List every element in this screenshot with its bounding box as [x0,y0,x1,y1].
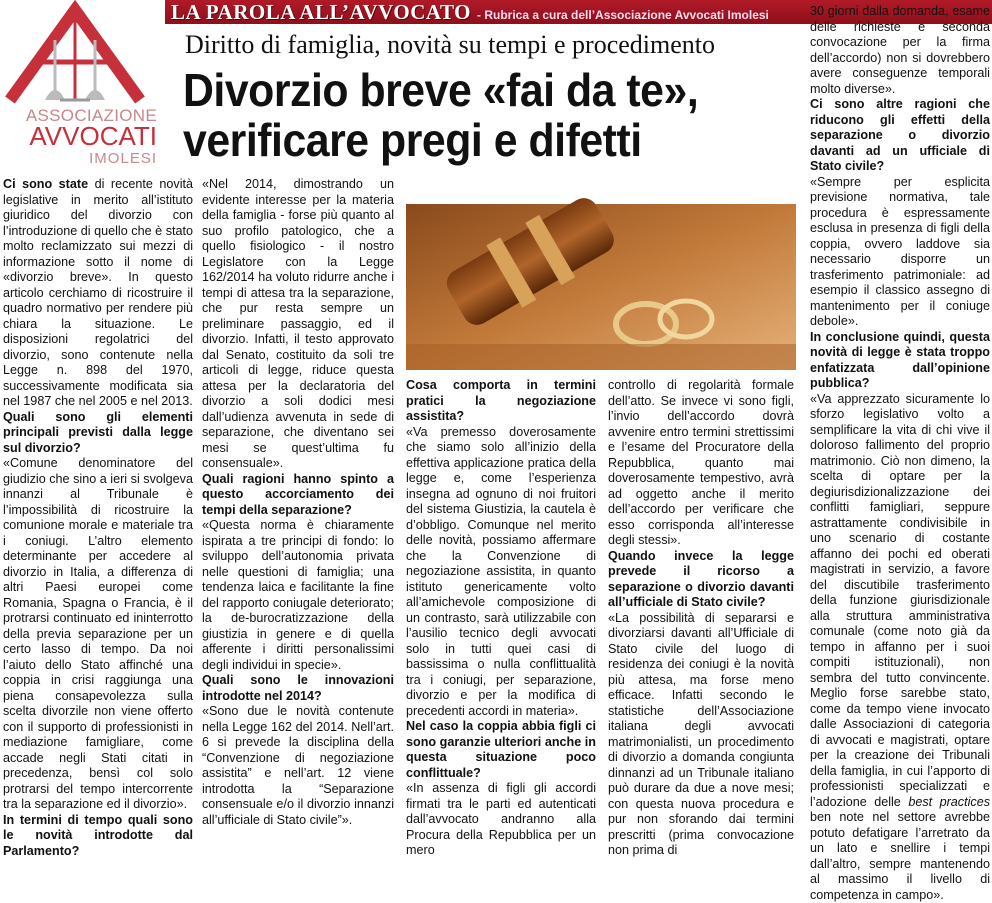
answer-7-start: «La possibilità di separarsi e divorziarsi davanti all’Ufficiale di Stato civile del luogo di residenza dei coniugi è la novità più attesa, ma forse meno efficace. Infatti secondo le statistiche dell’Associazione italiana degli avvocati matrimonialisti, un procedimento di divorzio a domanda congiunta dinnanzi ad un Tribunale italiano può durare da due a nove mesi; con questa nuova procedura e pur non sforando dai termini prescritti (prima convocazione non prima di [608,611,794,859]
question-9: In conclusione quindi, questa novità di legge è stata troppo enfatizzata dall’opinione pubblica? [810,330,990,392]
question-1: Quali sono gli elementi principali previsti dalla legge sul divorzio? [3,410,193,457]
article-kicker: Diritto di famiglia, novità su tempi e procedimento [185,30,805,60]
answer-4: «Sono due le novità contenute nella Legge 162 del 2014. Nell’art. 6 si prevede la disciplina della “Convenzione di negoziazione assistita” e nell’art. 12 viene introdotta la “Separazione consensuale e/o il divorzio innanzi all’ufficiale di Stato civile”». [202,704,394,828]
banner-title: LA PAROLA ALL’AVVOCATO [165,0,471,24]
gavel-and-rings-image [406,204,796,370]
col1-text-1: di recente novità legislative in merito all’istituto giuridico del divorzio con l’introduzione di quello che è stato molto reclamizzato sui mezzi di informazione sotto il nome di «divorzio breve». In questo articolo cerchiamo di ricostruire il quadro normativo per rendere più chiara la situazione. Le disposizioni regolatrici del divorzio, sono contenute nella Legge n. 898 del 1970, successivamente modificata sia nel 1987 che nel 2005 e nel 2013. [3,177,193,408]
answer-2: «Nel 2014, dimostrando un evidente interesse per la materia della famiglia - forse più quanto al suo profilo patologico, che a quello fisiologico - il nostro Legislatore con la Legge 162/2014 ha voluto ridurre anche i tempi di attesa tra la separazione, che pur resta sempre un preliminare passaggio, ed il divorzio. Infatti, il testo approvato dal Senato, costituito da soli tre articoli di legge, riduce questa attesa per la declaratoria del divorzio a soli dodici mesi dall’udienza avvenuta in sede di separazione, che diventano sei mesi se quest’ultima fu consensuale». [202,177,394,472]
question-8: Ci sono altre ragioni che riducono gli effetti della separazione o divorzio davanti ad un ufficiale di Stato civile? [810,97,990,175]
question-5: Cosa comporta in termini pratici la negoziazione assistita? [406,378,596,425]
answer-5: «Va premesso doverosamente che siamo solo all’inizio della effettiva applicazione pratica della legge e, come l’esperienza insegna ad ognuno di noi fruitori del sistema Giustizia, la cautela è d’obbligo. Comunque nel merito delle novità, possiamo affermare che la Convenzione di negoziazione assistita, in quanto istituto genericamente volto all’amichevole composizione di un contrasto, sarà utilizzabile con l’ausilio tecnico degli avvocati solo in tutti quei casi di bassissima o nulla conflittualità tra i coniugi, per separazione, divorzio e per la modifica di precedenti accordi in materia». [406,425,596,720]
answer-1: «Comune denominatore del giudizio che sino a ieri si svolgeva innanzi al Tribunale è l’impossibilità di ricostruire la comunione morale e materiale tra i coniugi. L’altro elemento determinante per accedere al divorzio in Italia, a differenza di altri Paesi europei come Romania, Spagna o Francia, è il protrarsi continuato ed ininterrotto della previa separazione per un certo lasso di tempo. Da noi l’aiuto dello Stato affinché una coppia in crisi raggiunga una piena consapevolezza sulla scelta divorzile non viene offerto con il supporto di professionisti in mediazione famigliare, come accade negli Stati citati in precedenza, bensì col solo protrarsi del tempo intercorrente tra la separazione ed il divorzio». [3,456,193,813]
question-4: Quali sono le innovazioni introdotte nel 2014? [202,673,394,704]
answer-6-start: «In assenza di figli gli accordi firmati tra le parti ed autenticati dall’avvocato andranno alla Procura della Repubblica per un mero [406,781,596,859]
answer-9-text-a: «Va apprezzato sicuramente lo sforzo legislativo volto a semplificare la vita di chi vive il doloroso fallimento del proprio matrimonio. Ciò non dimeno, la scelta di optare per la degiurisdizionalizzazione dei conflitti famigliari, seppure astrattamente condivisibile in uno scenario di costante affanno dei pochi ed oberati magistrati in servizio, a favore del discutibile trasferimento della funzione giurisdizionale alla struttura amministrativa comunale (come noto già da tempo in affanno per i suoi compiti istituzionali), non sembra del tutto convincente. Meglio forse sarebbe stato, come da tempo viene invocato dalle Associazioni di categoria di avvocati e magistrati, optare per la creazione dei Tribunali della famiglia, in cui l’apporto di professionisti specializzati e l’adozione delle [810,392,990,809]
association-logo [0,0,165,175]
headline-line-1: Divorzio breve «fai da te», [183,65,760,115]
question-2: In termini di tempo quali sono le novità introdotte dal Parlamento? [3,813,193,860]
question-7: Quando invece la legge prevede il ricorso a separazione o divorzio davanti all’ufficiale di Stato civile? [608,549,794,611]
question-3: Quali ragioni hanno spinto a questo accorciamento dei tempi della separazione? [202,472,394,519]
article-column-1 [3,177,193,788]
answer-6-end: controllo di regolarità formale dell’atto. Se invece vi sono figli, l’invio dell’accordo dovrà avvenire entro termini strettissimi e l’esame del Procuratore della Repubblica, quanto mai doverosamente tempestivo, avrà ad oggetto anche il merito dell’accordo per verificare che esso corrisponda all’interesse degli stessi». [608,378,794,549]
answer-9-italic: best practices [908,795,990,809]
answer-8: «Sempre per esplicita previsione normativa, tale procedura è espressamente esclusa in presenza di figli della coppia, ovvero laddove sia necessario disporre un trasferimento patrimoniale: ad esempio il classico assegno di mantenimento per il coniuge debole». [810,175,990,330]
col1-para-1 [3,177,193,410]
banner-subtitle: - Rubrica a cura dell’Associazione Avvocati Imolesi [471,8,769,22]
lead-in: Ci sono state [3,177,88,191]
logo-line-2: AVVOCATI [29,121,157,152]
answer-9 [810,392,990,903]
article-column-2 [202,177,394,788]
article-photo [406,204,796,370]
headline-line-2: verificare pregi e difetti [183,115,760,165]
logo-line-1: ASSOCIAZIONE [26,106,157,126]
article-column-4 [608,378,794,788]
answer-9-text-b: ben note nel settore avrebbe potuto defatigare l’arretrato da un lato e snellire i tempi dall’altro, sempre mantenendo al massimo il livello di competenza in campo». [810,810,990,902]
logo-line-3: IMOLESI [89,150,157,167]
answer-7-end: 30 giorni dalla domanda, esame delle richieste e seconda convocazione per la firma dell’accordo) non si dovrebbero avere conseguenze temporali molto diverse». [810,4,990,97]
article-headline [183,65,760,165]
article-column-3 [406,378,596,788]
answer-3: «Questa norma è chiaramente ispirata a tre principi di fondo: lo sviluppo dell’autonomia privata nelle questioni di famiglia; una tendenza laica e facilitante la fine del rapporto coniugale deteriorato; la de-burocratizzazione della giustizia in genere e di quella afferente i diritti personalissimi degli individui in specie». [202,518,394,673]
article-column-5 [810,4,990,788]
question-6: Nel caso la coppia abbia figli ci sono garanzie ulteriori anche in questa situazione poco conflittuale? [406,719,596,781]
scales-of-justice-icon [0,0,165,110]
